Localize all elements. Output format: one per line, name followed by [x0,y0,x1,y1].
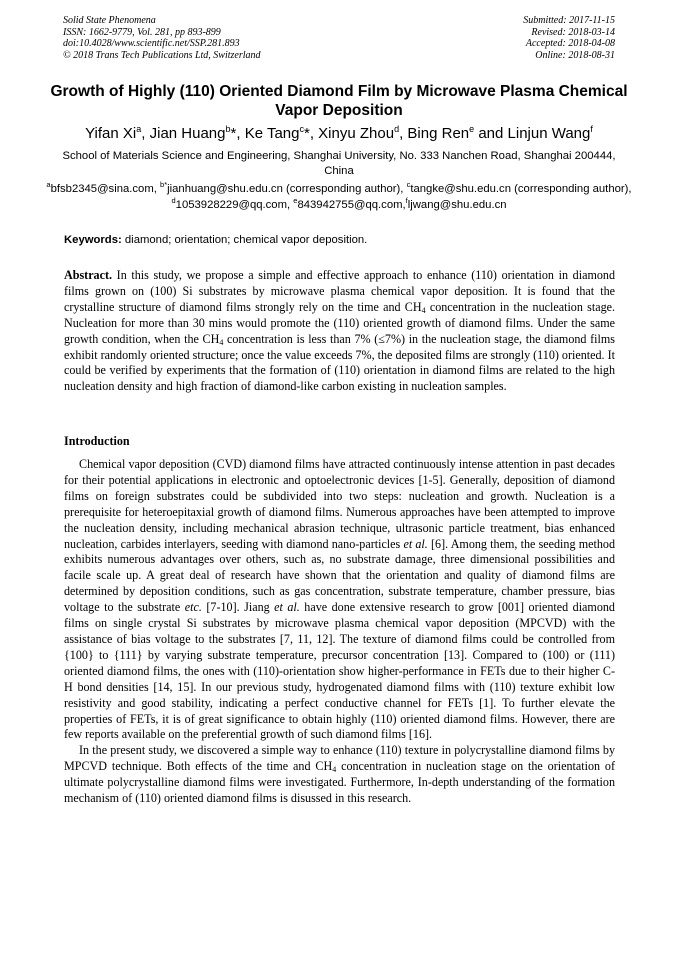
keywords [64,233,614,248]
email-link[interactable]: 1053928229@qq.com, [175,199,294,211]
author-sep: , [399,125,408,142]
paragraph-text: In the present study, we discovered a simple way to enhance (110) texture in polycrystalline diamond films by MPCVD technique. Both effects of the time and CH [64,743,615,774]
paragraph-text: Chemical vapor deposition (CVD) diamond films have attracted continuously intense attention in past decades for their potential applications in electronic and optoelectronic devices [1-5]. Generally, deposition of diamond films on foreign substrates could be subdivided into two steps: nucleation and growth. Nucleation is a prerequisite for heteroepitaxial growth of diamond films. Numerous approaches have been attempted to improve the nucleation density, including mechanical abrasion technique, ultrasonic particle treatment, bias enhanced nucleation, carbides interlayers, seeding with diamond nano-particles [64,457,615,551]
author-sep: , [141,125,150,142]
email-sup: d [171,196,176,205]
abstract-label: Abstract. [64,268,113,282]
author-sup: f [590,124,593,134]
email-sup: f [405,196,408,205]
paragraph-text: concentration in nucleation stage on the orientation of ultimate polycrystalline diamond films were investigated. Furthermore, In-depth understanding of the formation mechanism of (110) oriented diamond films is disussed in this research. [64,759,615,806]
paragraph-text: [6]. Among them, the seeding method exhibits numerous advantages over others, such as, no substrate damage, three dimensional possibilities and facile scale up. A great deal of research have shown that the orientation and quality of diamond films are determined by deposition conditions, such as gas concentration, substrate temperature, chamber pressure, bias voltage to the substrate [64,536,615,615]
email-link[interactable]: tangke@shu.edu.cn (corresponding author), [410,183,632,195]
copyright-line: © 2018 Trans Tech Publications Ltd, Switzerland [63,49,261,61]
email-sup: b* [160,180,168,189]
author-sep: and [474,125,508,142]
email-link[interactable]: jianhuang@shu.edu.cn (corresponding author), [167,183,407,195]
paragraph-text: have done extensive research to grow [001] oriented diamond films on single crystal Si substrates by microwave plasma chemical vapor deposition (MPCVD) with the assistance of bias voltage to the substrates [7, 11, 12]. The texture of diamond films could be controlled from {100} to {111} by varying substrate temperature, precursor concentration [13]. Compared to (100) or (111) oriented diamond films, the ones with (110)-orientation show higher-performance in FETs due to their higher C-H bond densities [14, 15]. In our previous study, hydrogenated diamond films with (110) texture exhibit low resistivity and good stability, indicating a perfect conductive channel for FETs [1]. To further elevate the properties of FETs, it is of great significance to obtain highly (110) oriented diamond films. However, there are few reports available on the preferential growth of such diamond films [16]. [64,600,615,742]
journal-name: Solid State Phenomena [63,15,156,26]
author-name: Ke Tang [244,125,300,142]
author-sup: c [299,124,304,134]
author-sup: e [469,124,475,134]
author-list [20,124,658,143]
submitted-date: Submitted: 2017-11-15 [523,15,615,26]
italic-text: etc. [184,600,202,615]
email-link[interactable]: ljwang@shu.edu.cn [407,199,507,211]
journal-info [63,15,261,61]
author-sup: d [394,124,400,134]
subscript: 4 [219,337,224,347]
author-sep: *, [303,125,319,142]
abstract-text: concentration is less than 7% (≤7%) in the nucleation stage, the diamond films exhibit randomly oriented structure; once the value exceeds 7%, the deposited films are strongly (110) oriented. It could be verified by experiments that the formation of (110) orientation in diamond films are related to the high nucleation density and high fraction of diamond-like carbon existing in nucleation samples. [64,331,615,394]
abstract-text: concentration in the nucleation stage. Nucleation for more than 30 mins would promote the (110) oriented growth of diamond films. Under the same growth condition, when the CH [64,299,616,346]
abstract [64,268,615,395]
subscript: 4 [332,765,337,775]
author-name: Xinyu Zhou [318,125,395,142]
keywords-text: diamond; orientation; chemical vapor deposition. [121,234,368,246]
italic-text: et al. [403,536,428,551]
author-sep: *, [230,125,245,142]
issn-line: ISSN: 1662-9779, Vol. 281, pp 893-899 [63,26,221,38]
doi-line: doi:10.4028/www.scientific.net/SSP.281.893 [63,38,240,50]
paragraph-text: [7-10]. Jiang [201,600,275,615]
keywords-label: Keywords: [64,234,122,246]
affiliation: School of Materials Science and Engineering, Shanghai University, No. 333 Nanchen Road, Shanghai 200444, China [62,150,616,177]
section-heading-introduction: Introduction [64,434,130,448]
author-name: Jian Huang [149,125,226,142]
email-link[interactable]: 843942755@qq.com, [297,199,406,211]
email-sup: e [293,196,298,205]
publication-dates [523,15,615,61]
introduction-body [64,457,615,807]
author-name: Yifan Xi [85,125,137,142]
paragraph [64,457,615,743]
email-sup: c [406,180,411,189]
paragraph [64,743,615,807]
author-sup: b [225,124,231,134]
paper-title: Growth of Highly (110) Oriented Diamond Film by Microwave Plasma Chemical Vapor Deposition [50,83,628,119]
author-sup: a [136,124,142,134]
accepted-date: Accepted: 2018-04-08 [525,38,615,50]
email-sup: a [46,180,51,189]
author-name: Linjun Wang [507,125,591,142]
online-date: Online: 2018-08-31 [535,49,615,61]
author-name: Bing Ren [407,125,470,142]
italic-text: et al. [274,600,300,615]
abstract-text: In this study, we propose a simple and effective approach to enhance (110) orientation in diamond films grown on (100) Si substrates by microwave plasma chemical vapor deposition. It is found that the crystalline structure of diamond films strongly rely on the time and CH [64,268,615,314]
revised-date: Revised: 2018-03-14 [531,26,615,38]
email-link[interactable]: bfsb2345@sina.com, [50,183,161,195]
author-emails [40,181,638,213]
subscript: 4 [421,305,426,315]
